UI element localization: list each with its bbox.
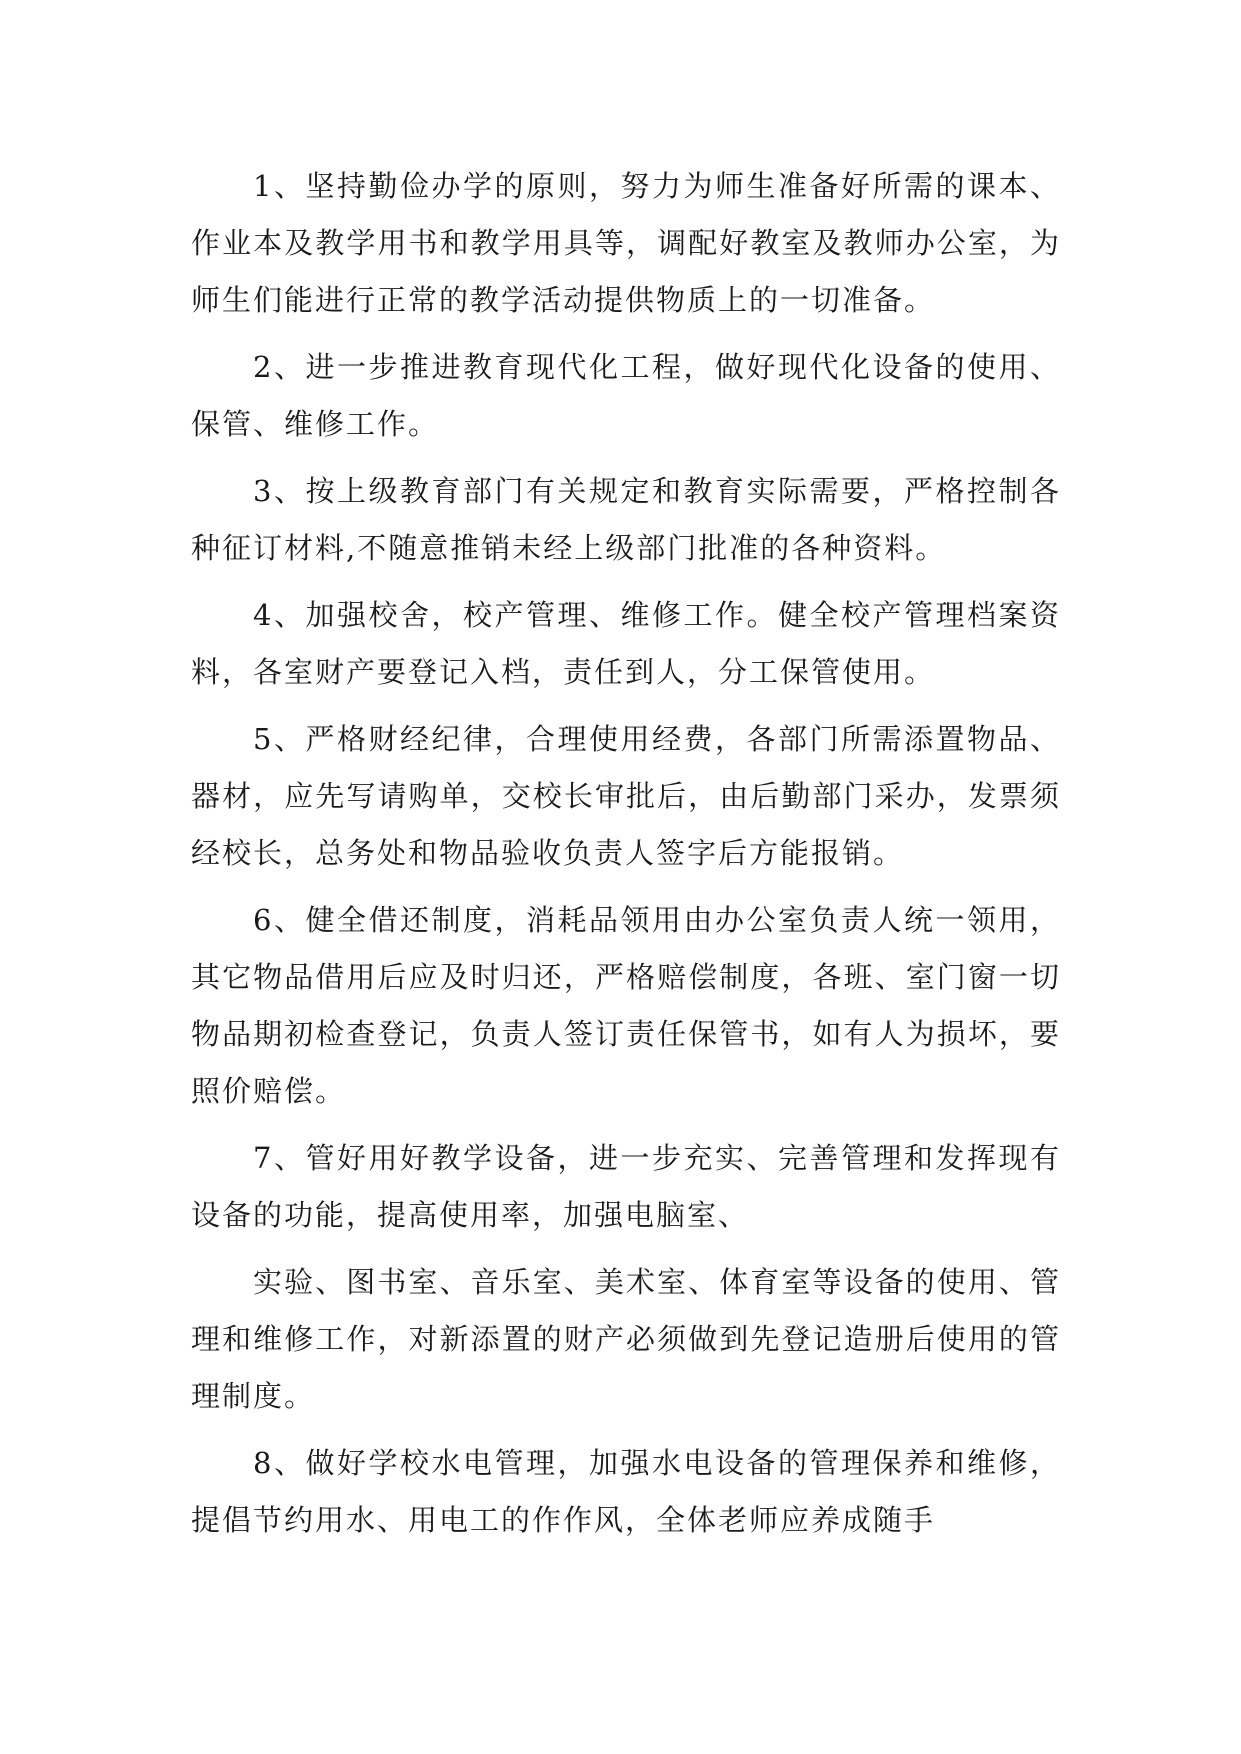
paragraph-2: 2、进一步推进教育现代化工程，做好现代化设备的使用、保管、维修工作。 <box>191 350 1061 441</box>
paragraph-4: 4、加强校舍，校产管理、维修工作。健全校产管理档案资料，各室财产要登记入档，责任到人，分工保管使用。 <box>191 598 1061 689</box>
paragraph-6: 6、健全借还制度，消耗品领用由办公室负责人统一领用，其它物品借用后应及时归还，严格赔偿制度，各班、室门窗一切物品期初检查登记，负责人签订责任保管书，如有人为损坏，要照价赔偿。 <box>191 903 1061 1108</box>
paragraph-7-continued: 实验、图书室、音乐室、美术室、体育室等设备的使用、管理和维修工作，对新添置的财产必须做到先登记造册后使用的管理制度。 <box>191 1265 1061 1413</box>
document-body <box>191 158 1061 1559</box>
paragraph-7: 7、管好用好教学设备，进一步充实、完善管理和发挥现有设备的功能，提高使用率，加强电脑室、 <box>191 1141 1061 1232</box>
paragraph-1: 1、坚持勤俭办学的原则，努力为师生准备好所需的课本、作业本及教学用书和教学用具等，调配好教室及教师办公室，为师生们能进行正常的教学活动提供物质上的一切准备。 <box>191 169 1061 317</box>
paragraph-5: 5、严格财经纪律，合理使用经费，各部门所需添置物品、器材，应先写请购单，交校长审批后，由后勤部门采办，发票须经校长，总务处和物品验收负责人签字后方能报销。 <box>191 722 1061 870</box>
paragraph-3: 3、按上级教育部门有关规定和教育实际需要，严格控制各种征订材料,不随意推销未经上级部门批准的各种资料。 <box>191 474 1061 565</box>
paragraph-8: 8、做好学校水电管理，加强水电设备的管理保养和维修，提倡节约用水、用电工的作作风，全体老师应养成随手 <box>191 1446 1061 1537</box>
